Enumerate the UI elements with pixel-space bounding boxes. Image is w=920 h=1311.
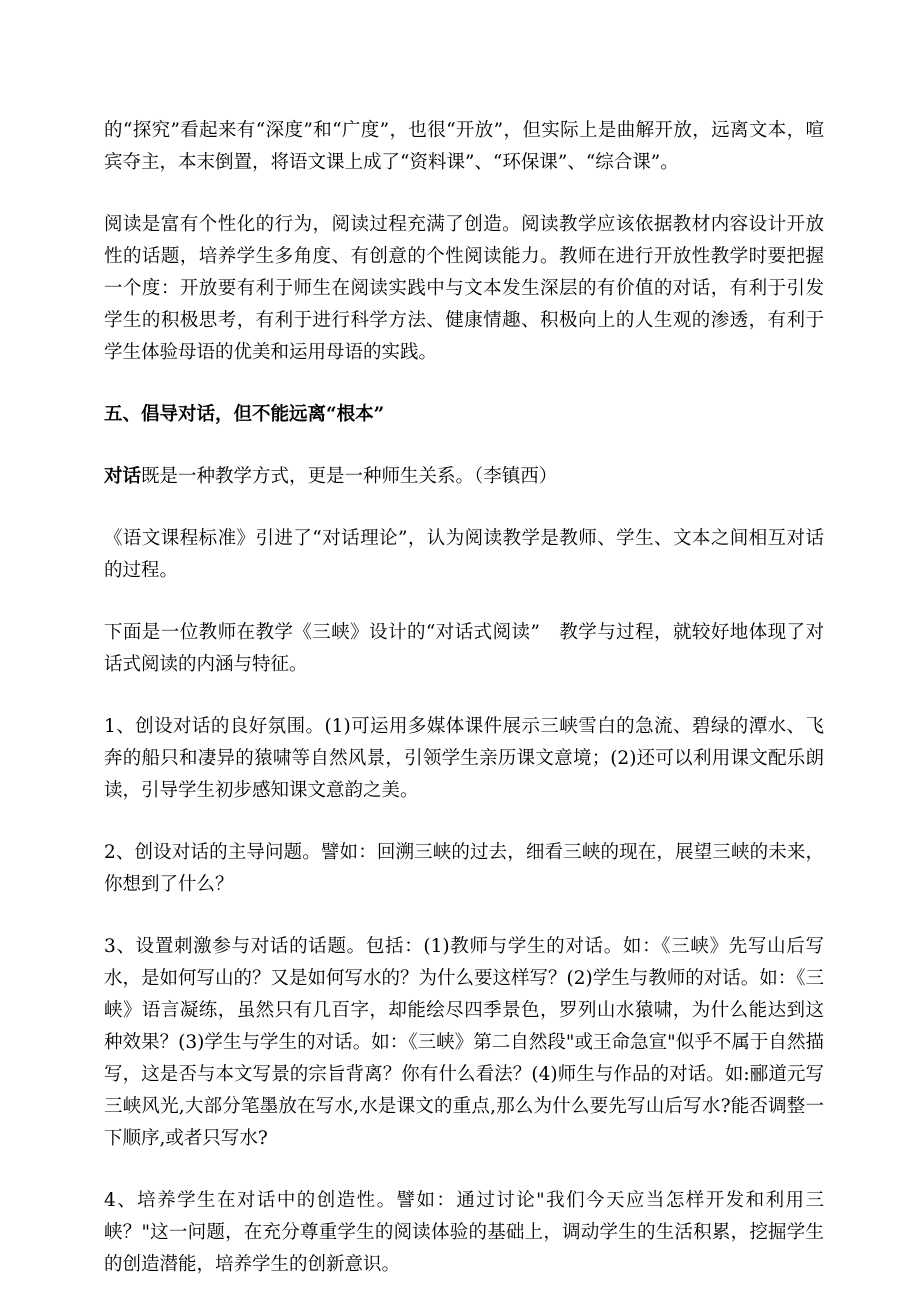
list-item-4: 4、培养学生在对话中的创造性。譬如：通过讨论"我们今天应当怎样开发和利用三峡？"这一问题，在充分尊重学生的阅读体验的基础上，调动学生的生活积累，挖掘学生的创造潜能，培养学生的创新意识。 xyxy=(104,1190,824,1275)
list-item-1: 1、创设对话的良好氛围。(1)可运用多媒体课件展示三峡雪白的急流、碧绿的潭水、飞奔的船只和凄异的猿啸等自然风景，引领学生亲历课文意境；(2)还可以利用课文配乐朗读，引导学生初步感知课文意韵之美。 xyxy=(104,716,824,801)
section-heading: 五、倡导对话，但不能远离“根本” xyxy=(104,404,385,425)
paragraph-dialogue-quote xyxy=(104,461,824,493)
document-page xyxy=(104,115,824,1311)
paragraph-standard: 《语文课程标准》引进了“对话理论”，认为阅读教学是教师、学生、文本之间相互对话的过程。 xyxy=(104,528,824,581)
quote-bold-term: 对话 xyxy=(104,466,142,487)
paragraph-example-intro: 下面是一位教师在教学《三峡》设计的“对话式阅读” 教学与过程，就较好地体现了对话式阅读的内涵与特征。 xyxy=(104,622,824,675)
paragraph-reading-personalization: 阅读是富有个性化的行为，阅读过程充满了创造。阅读教学应该依据教材内容设计开放性的话题，培养学生多角度、有创意的个性阅读能力。教师在进行开放性教学时要把握一个度：开放要有利于师生在阅读实践中与文本发生深层的有价值的对话，有利于引发学生的积极思考，有利于进行科学方法、健康情趣、积极向上的人生观的渗透，有利于学生体验母语的优美和运用母语的实践。 xyxy=(104,214,824,363)
list-item-2: 2、创设对话的主导问题。譬如：回溯三峡的过去，细看三峡的现在，展望三峡的未来，你想到了什么？ xyxy=(104,842,824,895)
quote-rest: 既是一种教学方式，更是一种师生关系。（李镇西） xyxy=(141,466,558,487)
list-item-3: 3、设置刺激参与对话的话题。包括：(1)教师与学生的对话。如：《三峡》先写山后写水，是如何写山的？又是如何写水的？为什么要这样写？(2)学生与教师的对话。如：《三峡》语言凝练，虽然只有几百字，却能绘尽四季景色，罗列山水猿啸，为什么能达到这种效果？(3)学生与学生的对话。如：《三峡》第二自然段"或王命急宣"似乎不属于自然描写，这是否与本文写景的宗旨背离？你有什么看法？(4)师生与作品的对话。如:郦道元写三峡风光,大部分笔墨放在写水,水是课文的重点,那么为什么要先写山后写水?能否调整一下顺序,或者只写水? xyxy=(104,936,824,1149)
paragraph-continuation: 的“探究”看起来有“深度”和“广度”，也很“开放”，但实际上是曲解开放，远离文本，喧宾夺主，本末倒置，将语文课上成了“资料课”、“环保课”、“综合课”。 xyxy=(104,120,824,173)
